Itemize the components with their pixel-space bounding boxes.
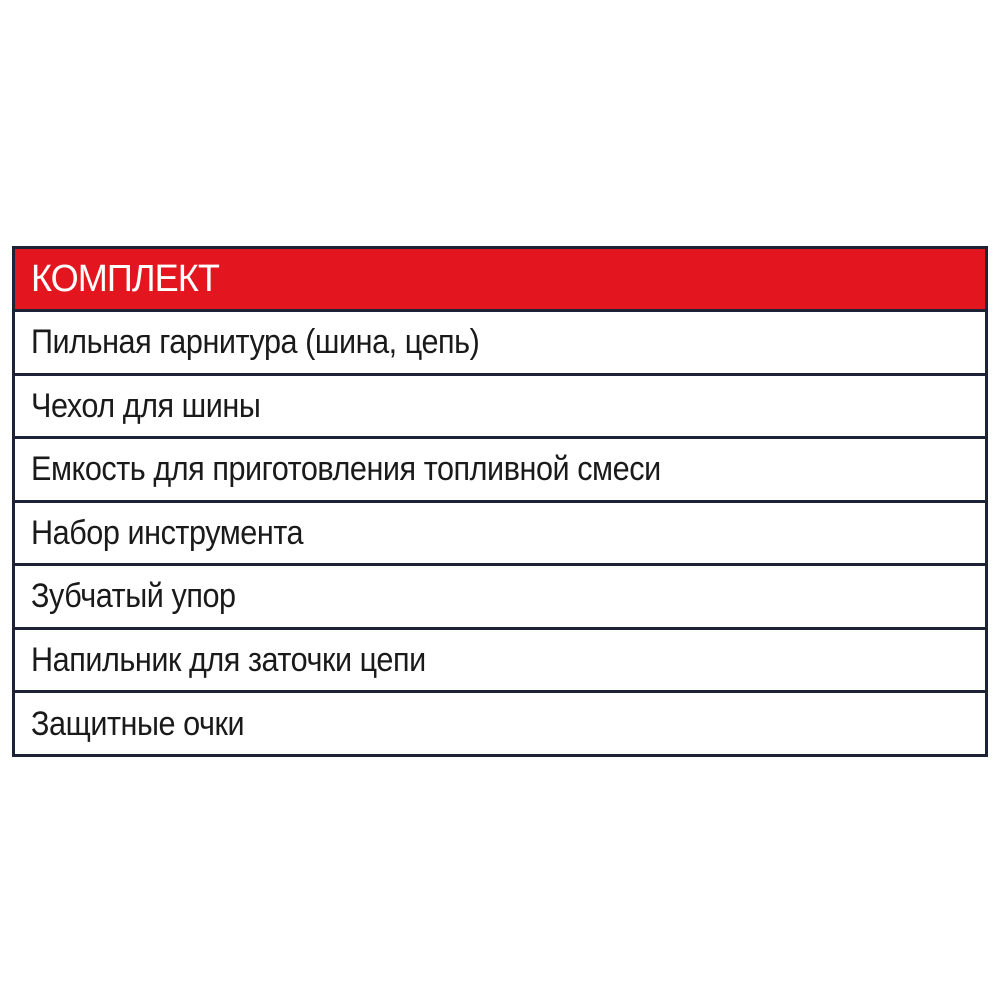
table-row-label: Зубчатый упор [31,577,236,616]
table-row-safety-glasses [15,693,985,754]
table-row-label: Пильная гарнитура (шина, цепь) [31,323,480,362]
table-row-label: Напильник для заточки цепи [31,640,426,679]
table-row-label: Чехол для шины [31,386,261,425]
table-header [15,249,985,312]
table-row-chain-file [15,630,985,694]
table-row-tool-kit [15,503,985,567]
table-row-label: Набор инструмента [31,513,304,552]
table-row-saw-set [15,312,985,376]
table-row-bar-cover [15,376,985,440]
table-row-label: Емкость для приготовления топливной смеси [31,450,661,489]
table-row-bumper-spike [15,566,985,630]
kit-contents-table [12,246,988,757]
table-row-label: Защитные очки [31,704,245,743]
table-header-label: КОМПЛЕКТ [31,258,219,300]
table-row-fuel-container [15,439,985,503]
